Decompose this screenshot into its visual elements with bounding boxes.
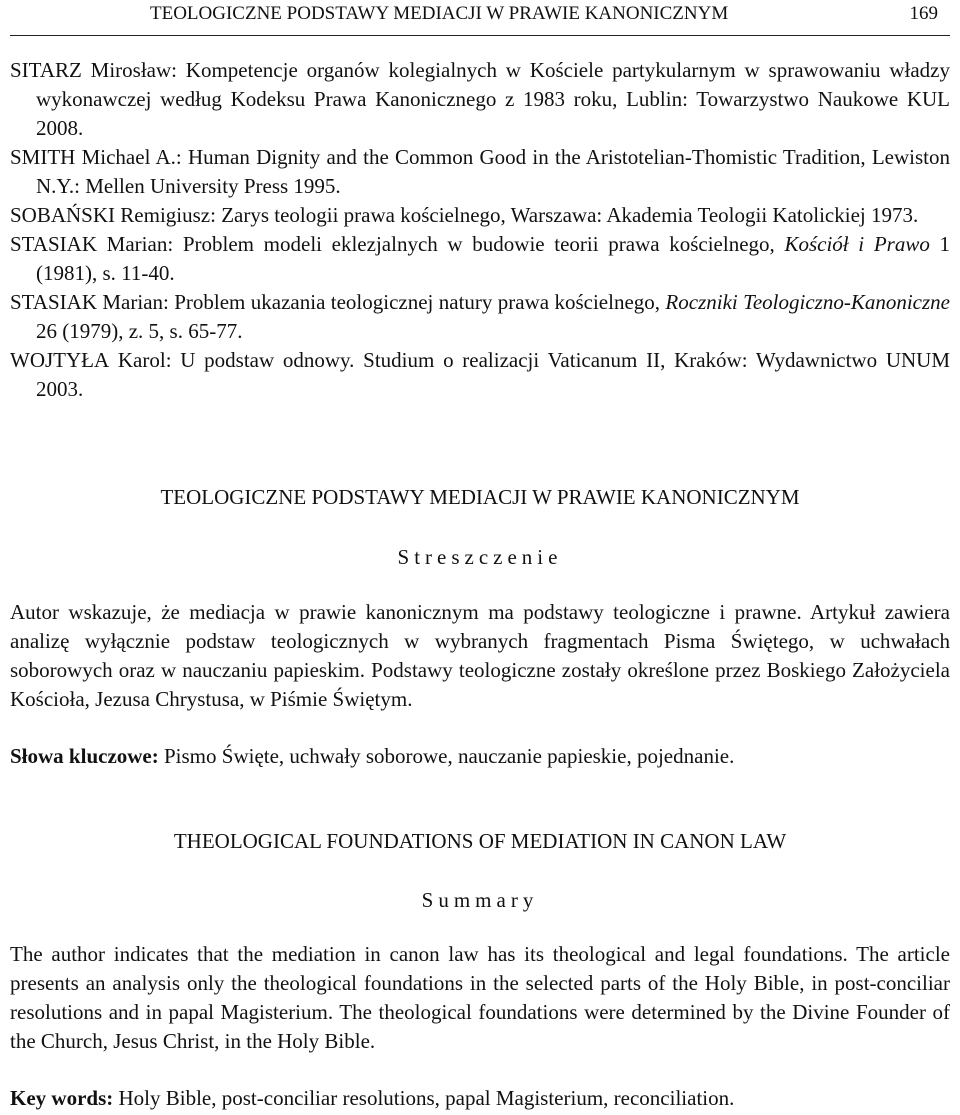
running-head — [10, 2, 950, 26]
header-rule — [10, 35, 950, 36]
english-summary-heading: Summary — [421, 888, 539, 912]
reference-text: Michael A.: Human Dignity and the Common Good in the Aristotelian-Thomistic Tradition, Lewiston N.Y.: Mellen University Press 1995. — [36, 145, 950, 198]
bibliography — [10, 56, 950, 404]
reference-text: 26 (1979), z. 5, s. 65-77. — [36, 319, 243, 343]
reference-entry — [10, 143, 950, 201]
polish-keywords-text: Pismo Święte, uchwały soborowe, nauczanie papieskie, pojednanie. — [158, 744, 735, 768]
reference-author: SOBAŃSKI — [10, 203, 116, 227]
reference-author: SMITH — [10, 145, 76, 169]
english-keywords-label: Key words: — [10, 1086, 114, 1110]
reference-author: STASIAK — [10, 290, 97, 314]
reference-text: Marian: Problem ukazania teologicznej natury prawa kościelnego, — [97, 290, 666, 314]
polish-summary-body: Autor wskazuje, że mediacja w prawie kanonicznym ma podstawy teologiczne i prawne. Artykuł zawiera analizę wyłącznie podstaw teologicznych w wybranych fragmentach Pisma Świętego, w uchwałach soborowych oraz w nauczaniu papieskim. Podstawy teologiczne zostały określone przez Boskiego Założyciela Kościoła, Jezusa Chrystusa, w Piśmie Świętym. — [10, 600, 950, 711]
english-keywords-text: Holy Bible, post-conciliar resolutions, papal Magisterium, reconciliation. — [113, 1086, 735, 1110]
reference-text: Karol: U podstaw odnowy. Studium o realizacji Vaticanum II, Kraków: Wydawnictwo UNUM 2003. — [36, 348, 950, 401]
reference-author: WOJTYŁA — [10, 348, 110, 372]
english-summary-title: THEOLOGICAL FOUNDATIONS OF MEDIATION IN CANON LAW — [173, 829, 787, 853]
reference-text: Mirosław: Kompetencje organów kolegialnych w Kościele partykularnym w sprawowaniu władzy wykonawczej według Kodeksu Prawa Kanonicznego z 1983 roku, Lublin: Towarzystwo Naukowe KUL 2008. — [36, 58, 950, 140]
reference-entry — [10, 288, 950, 346]
reference-journal: Roczniki Teologiczno-Kanoniczne — [665, 290, 950, 314]
reference-text: Remigiusz: Zarys teologii prawa kościelnego, Warszawa: Akademia Teologii Katolickiej 1973. — [115, 203, 919, 227]
english-keywords — [10, 1084, 950, 1113]
reference-entry — [10, 201, 950, 230]
polish-keywords — [10, 742, 950, 771]
reference-text: Marian: Problem modeli eklezjalnych w budowie teorii prawa kościelnego, — [97, 232, 785, 256]
reference-author: STASIAK — [10, 232, 97, 256]
running-title: TEOLOGICZNE PODSTAWY MEDIACJI W PRAWIE KANONICZNYM — [150, 3, 729, 24]
reference-text: 1 (1981), s. 11-40. — [36, 232, 951, 285]
polish-summary-title: TEOLOGICZNE PODSTAWY MEDIACJI W PRAWIE KANONICZNYM — [160, 485, 800, 509]
polish-keywords-label: Słowa kluczowe: — [10, 744, 159, 768]
polish-summary-heading: Streszczenie — [397, 545, 563, 569]
reference-entry — [10, 56, 950, 143]
reference-journal: Kościół i Prawo — [784, 232, 930, 256]
reference-entry — [10, 346, 950, 404]
reference-entry — [10, 230, 950, 288]
english-summary-body: The author indicates that the mediation in canon law has its theological and legal foundations. The article presents an analysis only the theological foundations in the selected parts of the Holy Bible, in post-conciliar resolutions and in papal Magisterium. The theological foundations were determined by the Divine Founder of the Church, Jesus Christ, in the Holy Bible. — [10, 942, 950, 1053]
reference-author: SITARZ — [10, 58, 82, 82]
page-number: 169 — [909, 3, 938, 24]
